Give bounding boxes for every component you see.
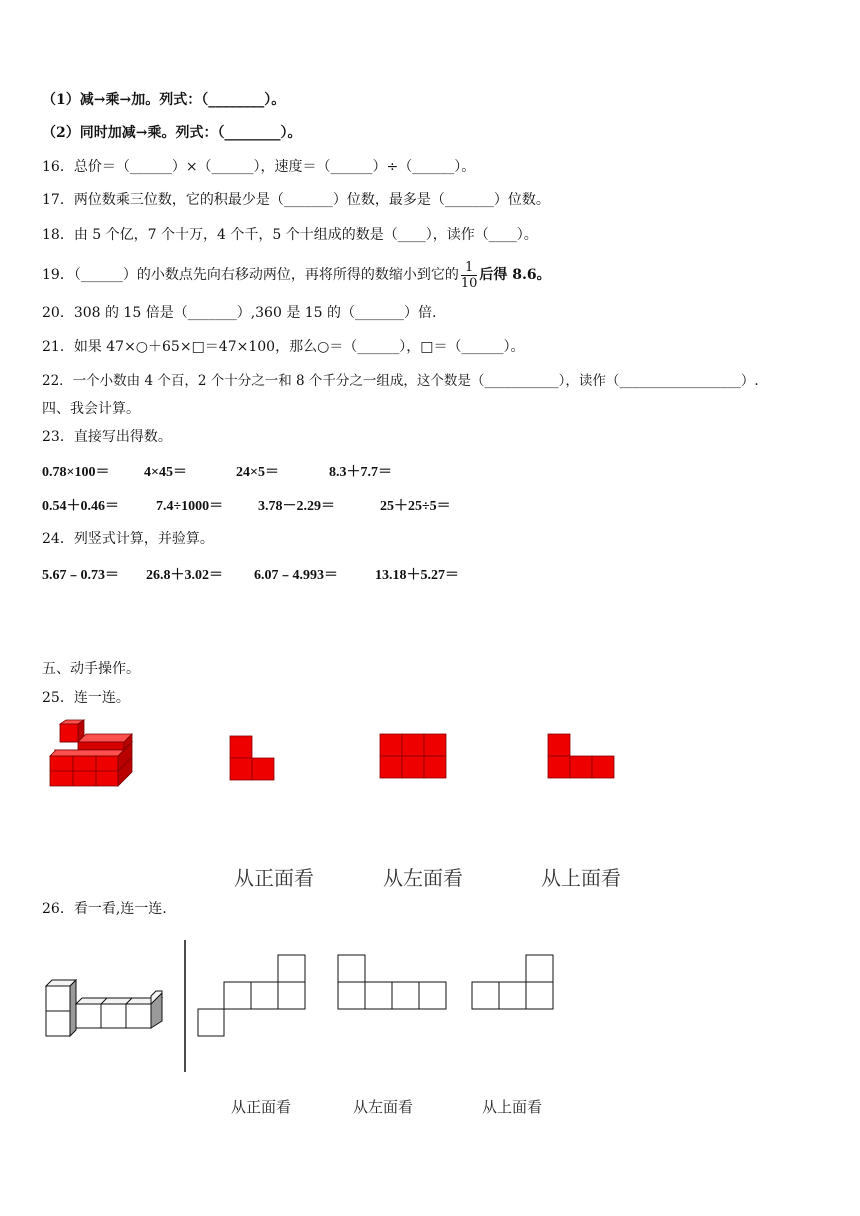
- question-17: 17．两位数乘三位数，它的积最少是（_______）位数，最多是（_______）位数。: [42, 192, 550, 208]
- calc-item: 7.4÷1000＝: [156, 499, 224, 514]
- red-view-step-shape: [548, 734, 614, 780]
- vertical-divider: [184, 940, 186, 1072]
- red-view-l-shape: [230, 736, 276, 782]
- question-24: 24．列竖式计算，并验算。: [42, 531, 214, 547]
- question-25: 25．连一连。: [42, 690, 130, 706]
- view-label-left-26: 从左面看: [353, 1098, 414, 1116]
- question-23: 23．直接写出得数。: [42, 429, 172, 445]
- question-22: 22．一个小数由 4 个百，2 个十分之一和 8 个千分之一组成，这个数是（___________），读作（__________________）.: [42, 373, 759, 389]
- calc-item: 5.67﹣0.73＝: [42, 568, 119, 583]
- question-19-tail: 后得 8.6。: [479, 267, 551, 283]
- view-label-top-26: 从上面看: [482, 1098, 543, 1116]
- question-21: 21．如果 47×○＋65×□＝47×100，那么○＝（______），□＝（______）。: [42, 339, 525, 355]
- view-figure-right-column: [471, 954, 555, 1010]
- question-15-part-2: （2）同时加减→乘。列式：（________）。: [42, 125, 302, 141]
- view-figure-left-column: [337, 954, 449, 1010]
- view-label-left: 从左面看: [383, 866, 463, 890]
- section-5-heading: 五、动手操作。: [42, 661, 140, 677]
- calc-item: 4×45＝: [144, 465, 187, 480]
- view-label-front-26: 从正面看: [231, 1098, 292, 1116]
- calc-item: 26.8＋3.02＝: [146, 568, 223, 583]
- calc-item: 6.07﹣4.993＝: [254, 568, 338, 583]
- question-15-part-1: （1）减→乘→加。列式：（________）。: [42, 92, 286, 108]
- view-label-front: 从正面看: [234, 866, 314, 890]
- calc-item: 13.18＋5.27＝: [375, 568, 459, 583]
- question-19-text: 19．（______）的小数点先向右移动两位，再将所得的数缩小到它的: [42, 267, 459, 283]
- calc-item: 24×5＝: [236, 465, 279, 480]
- calc-item: 0.78×100＝: [42, 465, 110, 480]
- fraction-numerator: 1: [461, 260, 478, 276]
- fraction-denominator: 10: [460, 275, 478, 291]
- question-18: 18．由 5 个亿，7 个十万，4 个千，5 个十组成的数是（____），读作（____）。: [42, 227, 538, 243]
- calc-item: 0.54＋0.46＝: [42, 499, 119, 514]
- question-26: 26．看一看,连一连.: [42, 901, 167, 917]
- view-label-top: 从上面看: [541, 866, 621, 890]
- fraction-one-tenth: [461, 260, 478, 291]
- red-view-rectangle: [380, 734, 446, 780]
- section-4-heading: 四、我会计算。: [42, 401, 140, 417]
- calc-item: 3.78－2.29＝: [258, 499, 335, 514]
- question-19: [42, 258, 551, 292]
- calc-item: 25＋25÷5＝: [380, 499, 451, 514]
- question-20: 20．308 的 15 倍是（_______）,360 是 15 的（_______）倍.: [42, 305, 437, 321]
- question-16: 16．总价＝（______）×（______），速度＝（______）÷（______）。: [42, 159, 476, 175]
- calc-item: 8.3＋7.7＝: [329, 465, 392, 480]
- view-figure-stairs: [197, 954, 307, 1037]
- red-cube-solid-figure: [46, 720, 136, 790]
- cube-solid-figure-outline: [44, 976, 166, 1038]
